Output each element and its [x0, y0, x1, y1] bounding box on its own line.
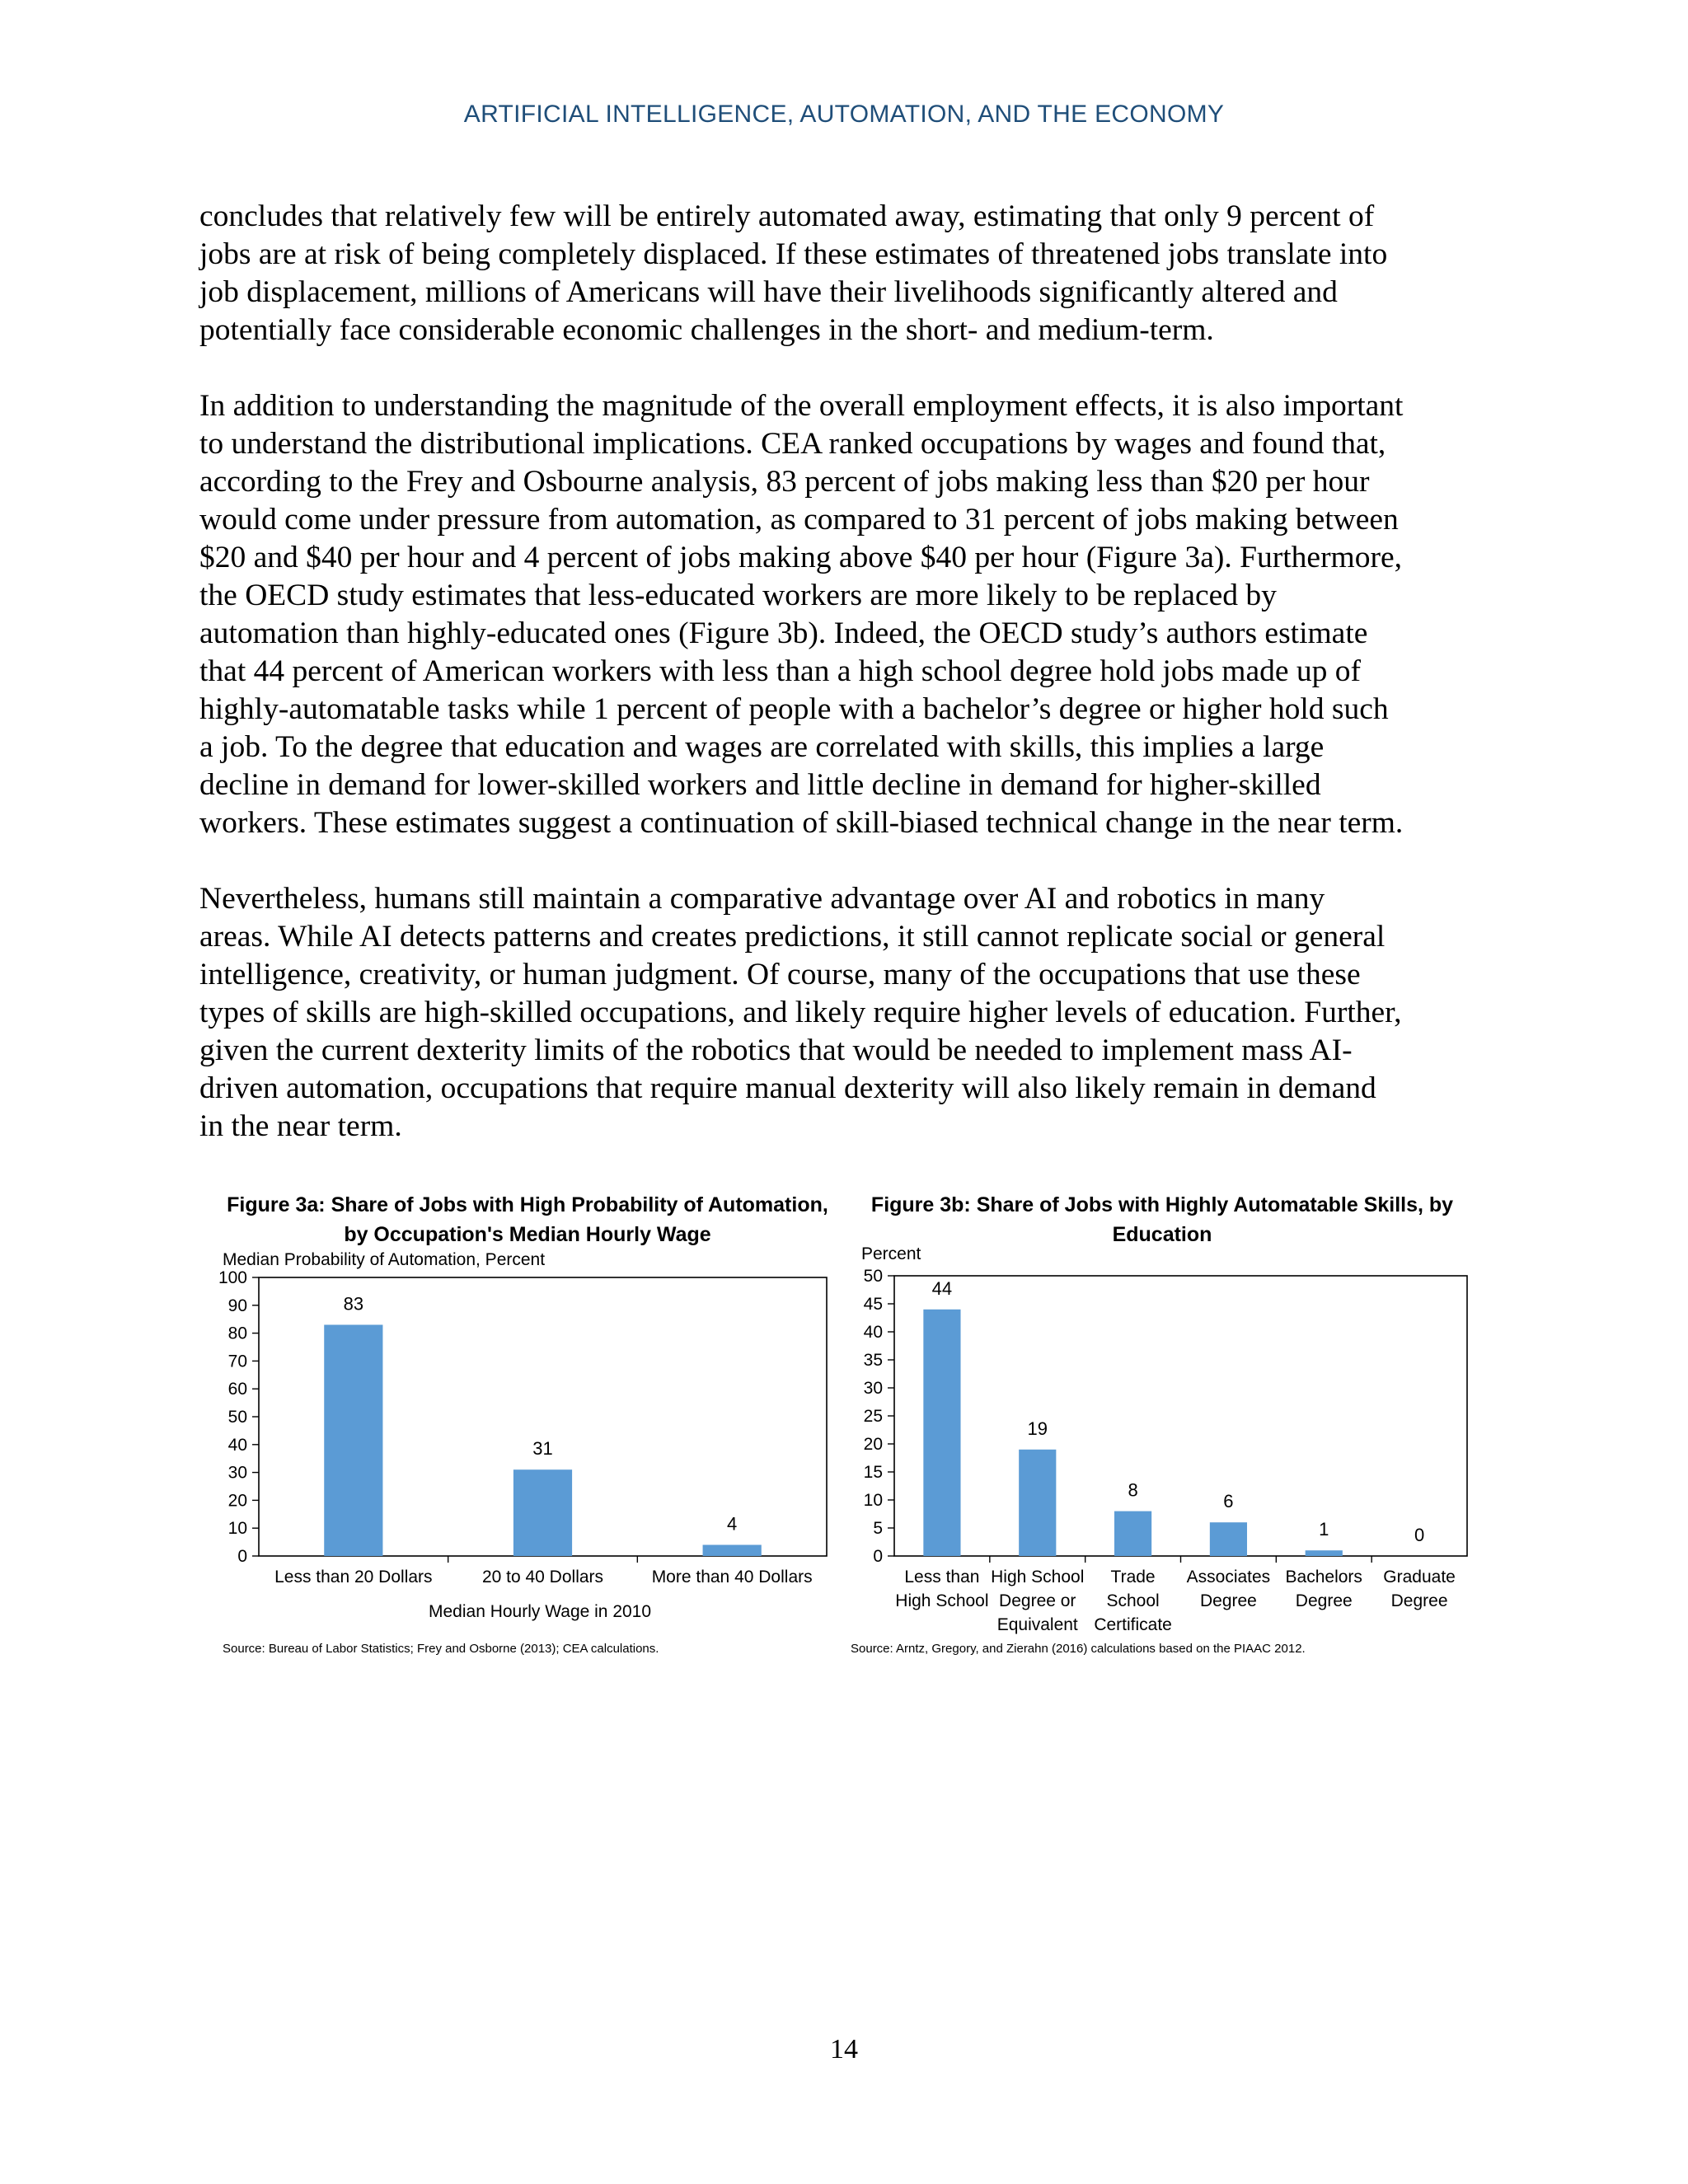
y-tick-label: 50: [863, 1267, 883, 1286]
figure-3b-title-line: Figure 3b: Share of Jobs with Highly Automatable Skills, by: [870, 1193, 1454, 1216]
y-tick-label: 5: [873, 1519, 883, 1538]
figure-3a-title-line: Figure 3a: Share of Jobs with High Probability of Automation,: [227, 1193, 828, 1216]
bar: [1306, 1550, 1343, 1556]
y-tick-label: 15: [863, 1463, 883, 1482]
text-line: automation than highly-educated ones (Figure 3b). Indeed, the OECD study’s authors estimate: [199, 616, 1368, 650]
x-tick-label: Graduate: [1383, 1568, 1456, 1586]
data-label: 0: [1414, 1525, 1425, 1545]
x-tick-label: Certificate: [1094, 1615, 1172, 1634]
x-tick-label: Trade: [1110, 1568, 1156, 1586]
data-label: 19: [1027, 1418, 1048, 1439]
running-header: ARTIFICIAL INTELLIGENCE, AUTOMATION, AND THE ECONOMY: [463, 101, 1225, 128]
y-tick-label: 40: [227, 1435, 247, 1455]
x-tick-label: Bachelors: [1285, 1568, 1362, 1586]
text-line: in the near term.: [199, 1109, 402, 1143]
data-label: 44: [931, 1277, 953, 1299]
y-tick-label: 70: [227, 1352, 247, 1371]
text-line: would come under pressure from automation, as compared to 31 percent of jobs making between: [199, 503, 1399, 537]
bar: [1210, 1522, 1247, 1556]
y-tick-label: 50: [227, 1408, 247, 1427]
data-label: 8: [1128, 1479, 1138, 1501]
bar: [1019, 1450, 1056, 1556]
x-tick-label: Degree: [1295, 1591, 1353, 1610]
y-tick-label: 45: [863, 1295, 883, 1314]
figure-3b-y-axis-title: Percent: [861, 1244, 921, 1263]
text-line: highly-automatable tasks while 1 percent of people with a bachelor’s degree or higher hold such: [199, 692, 1389, 726]
text-line: decline in demand for lower-skilled workers and little decline in demand for higher-skilled: [199, 768, 1321, 802]
x-tick-label: Degree or: [999, 1591, 1076, 1610]
y-tick-label: 40: [863, 1323, 883, 1342]
figure-3a-title-line: by Occupation's Median Hourly Wage: [344, 1223, 711, 1246]
data-label: 83: [343, 1293, 364, 1315]
x-tick-label: Less than 20 Dollars: [274, 1568, 433, 1586]
y-tick-label: 0: [237, 1547, 247, 1566]
figure-3a-source: Source: Bureau of Labor Statistics; Frey and Osborne (2013); CEA calculations.: [223, 1642, 659, 1656]
x-tick-label: Degree: [1199, 1591, 1257, 1610]
figure-3b-source: Source: Arntz, Gregory, and Zierahn (2016) calculations based on the PIAAC 2012.: [851, 1642, 1306, 1656]
x-tick-label: More than 40 Dollars: [651, 1568, 813, 1586]
text-line: potentially face considerable economic challenges in the short- and medium-term.: [199, 313, 1214, 347]
text-line: intelligence, creativity, or human judgment. Of course, many of the occupations that use these: [199, 958, 1361, 991]
y-tick-label: 90: [227, 1296, 247, 1315]
x-tick-label: Associates: [1186, 1568, 1271, 1586]
y-tick-label: 30: [227, 1463, 247, 1483]
page-number: 14: [830, 2034, 858, 2064]
y-tick-label: 20: [227, 1491, 247, 1511]
y-tick-label: 35: [863, 1351, 883, 1370]
x-tick-label: High School: [991, 1568, 1085, 1586]
y-tick-label: 100: [218, 1268, 247, 1287]
text-line: to understand the distributional implications. CEA ranked occupations by wages and found that,: [199, 427, 1386, 461]
y-tick-label: 10: [863, 1491, 883, 1510]
x-tick-label: High School: [895, 1591, 989, 1610]
text-line: driven automation, occupations that require manual dexterity will also likely remain in demand: [199, 1071, 1376, 1105]
figure-3b-title-line: Education: [1112, 1223, 1212, 1246]
text-line: that 44 percent of American workers with less than a high school degree hold jobs made up of: [199, 654, 1361, 688]
figure-3a-x-axis-title: Median Hourly Wage in 2010: [429, 1602, 652, 1621]
y-tick-label: 80: [227, 1324, 247, 1343]
x-tick-label: School: [1106, 1591, 1160, 1610]
text-line: areas. While AI detects patterns and creates predictions, it still cannot replicate social or general: [199, 920, 1386, 954]
data-label: 4: [727, 1513, 738, 1535]
text-line: given the current dexterity limits of the robotics that would be needed to implement mass AI-: [199, 1033, 1353, 1067]
y-tick-label: 30: [863, 1379, 883, 1398]
text-line: $20 and $40 per hour and 4 percent of jobs making above $40 per hour (Figure 3a). Furthermore,: [199, 541, 1402, 574]
text-line: In addition to understanding the magnitude of the overall employment effects, it is also important: [199, 389, 1404, 423]
data-label: 1: [1319, 1519, 1329, 1540]
text-line: jobs are at risk of being completely displaced. If these estimates of threatened jobs translate into: [199, 237, 1388, 271]
text-line: workers. These estimates suggest a continuation of skill-biased technical change in the near term.: [199, 806, 1404, 840]
bar: [923, 1310, 960, 1556]
text-line: the OECD study estimates that less-educated workers are more likely to be replaced by: [199, 579, 1277, 612]
x-tick-label: 20 to 40 Dollars: [481, 1568, 604, 1586]
text-line: Nevertheless, humans still maintain a comparative advantage over AI and robotics in many: [199, 882, 1325, 916]
text-line: types of skills are high-skilled occupations, and likely require higher levels of education. Further,: [199, 996, 1402, 1029]
text-line: a job. To the degree that education and wages are correlated with skills, this implies a large: [199, 730, 1325, 764]
x-tick-label: Degree: [1390, 1591, 1448, 1610]
text-line: according to the Frey and Osbourne analysis, 83 percent of jobs making less than $20 per hour: [199, 465, 1370, 499]
y-tick-label: 20: [863, 1435, 883, 1454]
y-tick-label: 0: [873, 1547, 883, 1566]
text-line: concludes that relatively few will be entirely automated away, estimating that only 9 percent of: [199, 199, 1375, 233]
y-tick-label: 25: [863, 1407, 883, 1426]
data-label: 6: [1223, 1491, 1234, 1512]
figure-3a-y-axis-title: Median Probability of Automation, Percent: [223, 1250, 546, 1269]
y-tick-label: 60: [227, 1380, 247, 1399]
y-tick-label: 10: [227, 1519, 247, 1539]
x-tick-label: Less than: [904, 1568, 980, 1586]
x-tick-label: Equivalent: [996, 1615, 1078, 1634]
bar: [1114, 1511, 1151, 1556]
data-label: 31: [532, 1438, 553, 1460]
text-line: job displacement, millions of Americans will have their livelihoods significantly altered and: [199, 275, 1338, 309]
plot-area-frame: [894, 1276, 1467, 1556]
